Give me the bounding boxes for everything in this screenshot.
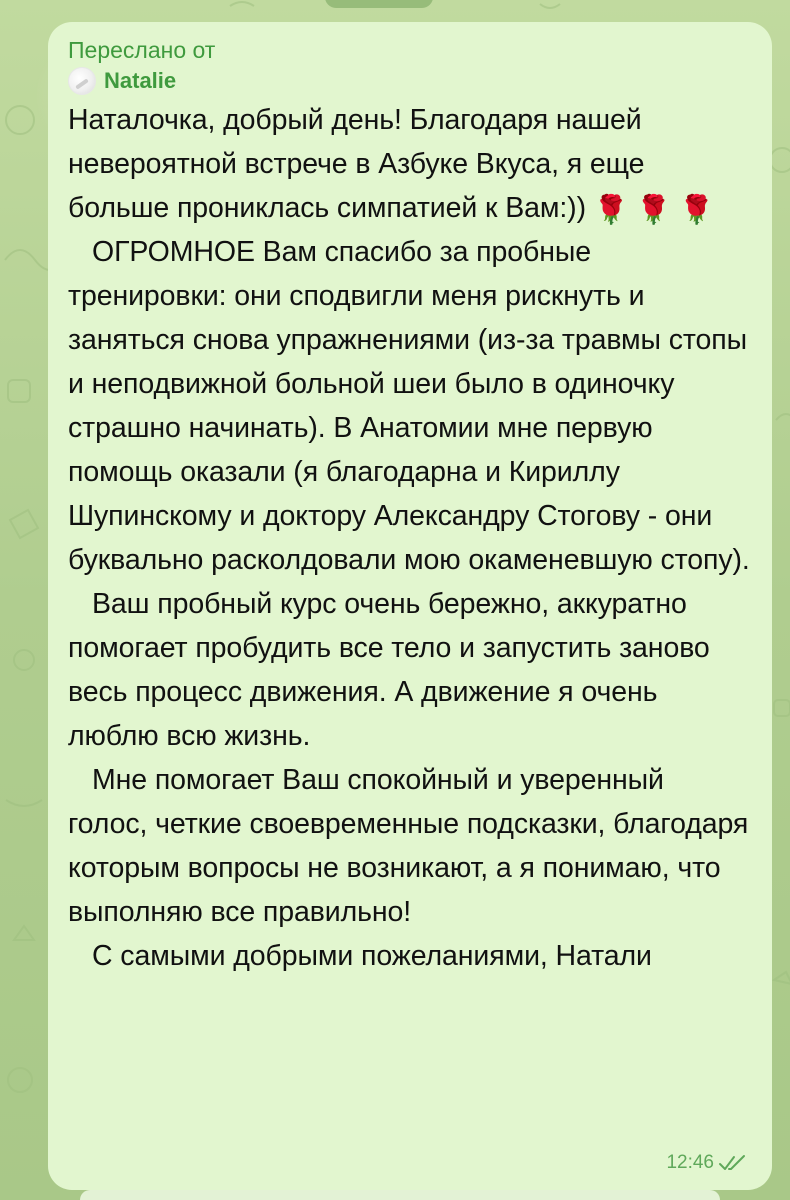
message-paragraph-4: Мне помогает Ваш спокойный и уверенный голос, четкие своевременные подсказки, благодаря которым вопросы не возникают, а я понимаю, что выполняю все правильно! [68, 764, 749, 928]
message-paragraph [68, 98, 750, 230]
message-paragraph-5: С самыми добрыми пожеланиями, Натали [92, 940, 652, 972]
message-paragraph-1: Наталочка, добрый день! Благодаря нашей невероятной встрече в Азбуке Вкуса, я еще больше прониклась симпатией к Вам:)) [68, 104, 645, 224]
sender-name[interactable]: Natalie [104, 68, 177, 93]
forwarded-sender[interactable] [68, 66, 750, 96]
double-check-icon [718, 1154, 748, 1172]
rose-emoji-icon: 🌹 [593, 194, 629, 225]
message-paragraph-2: ОГРОМНОЕ Вам спасибо за пробные тренировки: они сподвигли меня рискнуть и заняться снова упражнениями (из-за травмы стопы и неподвижной больной шеи было в одиночку страшно начинать). В Анатомии мне первую помощь оказали (я благодарна и Кириллу Шупинскому и доктору Александру Стогову - они буквально расколдовали мою окаменевшую стопу). [68, 236, 750, 576]
rose-emoji-icon: 🌹 [678, 194, 714, 225]
previous-message-edge [325, 0, 433, 8]
message-meta [666, 1152, 748, 1174]
message-bubble[interactable] [48, 22, 772, 1190]
rose-emoji-icon: 🌹 [636, 194, 672, 225]
message-time: 12:46 [666, 1152, 714, 1173]
avatar[interactable] [68, 67, 96, 95]
message-text [68, 98, 750, 978]
next-message-edge [80, 1190, 720, 1200]
message-paragraph-3: Ваш пробный курс очень бережно, аккуратно помогает пробудить все тело и запустить заново весь процесс движения. А движение я очень люблю всю жизнь. [68, 588, 710, 752]
forwarded-label: Переслано от [68, 37, 216, 63]
